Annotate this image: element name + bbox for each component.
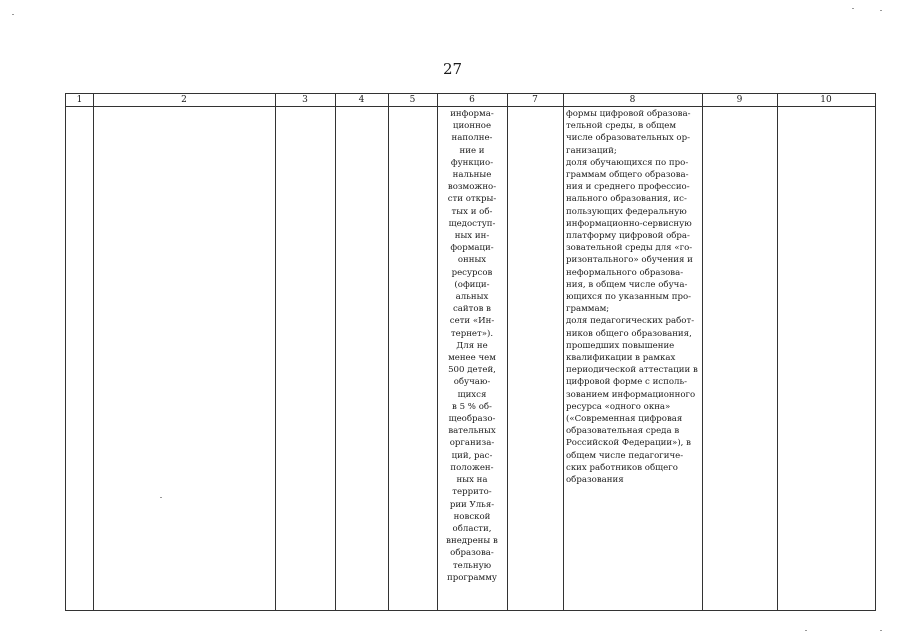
header-cell-8: 8	[629, 95, 636, 105]
cell-column-8: формы цифровой образова- тельной среды, в общем числе образовательных ор- ганизаций; доля обучающихся по про- граммам общего образова- ния и среднего профессио- нального образования, ис- пользующих федеральную информационно-сервисную платформу цифровой обра- зовательной среды для «го- ризонтального» обучения и неформального образова- ния, в общем числе обуча- ющихся по указанным про- граммам; доля педагогических работ- ников общего образования, прошедших повышение квалификации в рамках периодической аттестации в цифровой форме с исполь- зованием информационного ресурса «одного окна» («Современная цифровая образовательная среда в Российской Федерации»), в общем числе педагогиче- ских работников общего образования	[566, 109, 698, 486]
header-cell-1: 1	[76, 95, 83, 105]
column-divider	[335, 94, 336, 610]
scan-speck	[805, 630, 807, 631]
header-cell-5: 5	[409, 95, 416, 105]
scan-speck	[852, 8, 854, 9]
scan-speck	[160, 497, 162, 498]
scan-speck	[880, 630, 882, 631]
column-divider	[507, 94, 508, 610]
data-table	[65, 93, 876, 611]
header-cell-7: 7	[532, 95, 538, 105]
cell-column-6: информа- ционное наполне- ние и функцио- нальные возможно- сти откры- тых и об- щедоступ- ных ин- формаци- онных ресурсов (офици- альных сайтов в сети «Ин- тернет»). Для не менее чем 500 детей, обучаю- щихся в 5 % об- щеобразо- вательных организа- ций, рас- положен- ных на террито- рии Улья- новской области, внедрены в образова- тельную программу	[446, 109, 498, 583]
column-divider	[563, 94, 564, 610]
header-cell-4: 4	[358, 95, 365, 105]
column-divider	[275, 94, 276, 610]
header-cell-9: 9	[736, 95, 743, 105]
header-cell-2: 2	[181, 95, 187, 105]
table-header-row	[66, 94, 875, 107]
scan-speck	[12, 14, 14, 15]
column-divider	[93, 94, 94, 610]
page-number: 27	[442, 60, 463, 78]
column-divider	[777, 94, 778, 610]
header-cell-6: 6	[469, 95, 475, 105]
header-cell-3: 3	[302, 95, 308, 105]
header-cell-10: 10	[820, 95, 832, 105]
column-divider	[702, 94, 703, 610]
scan-speck	[880, 10, 882, 11]
column-divider	[388, 94, 389, 610]
